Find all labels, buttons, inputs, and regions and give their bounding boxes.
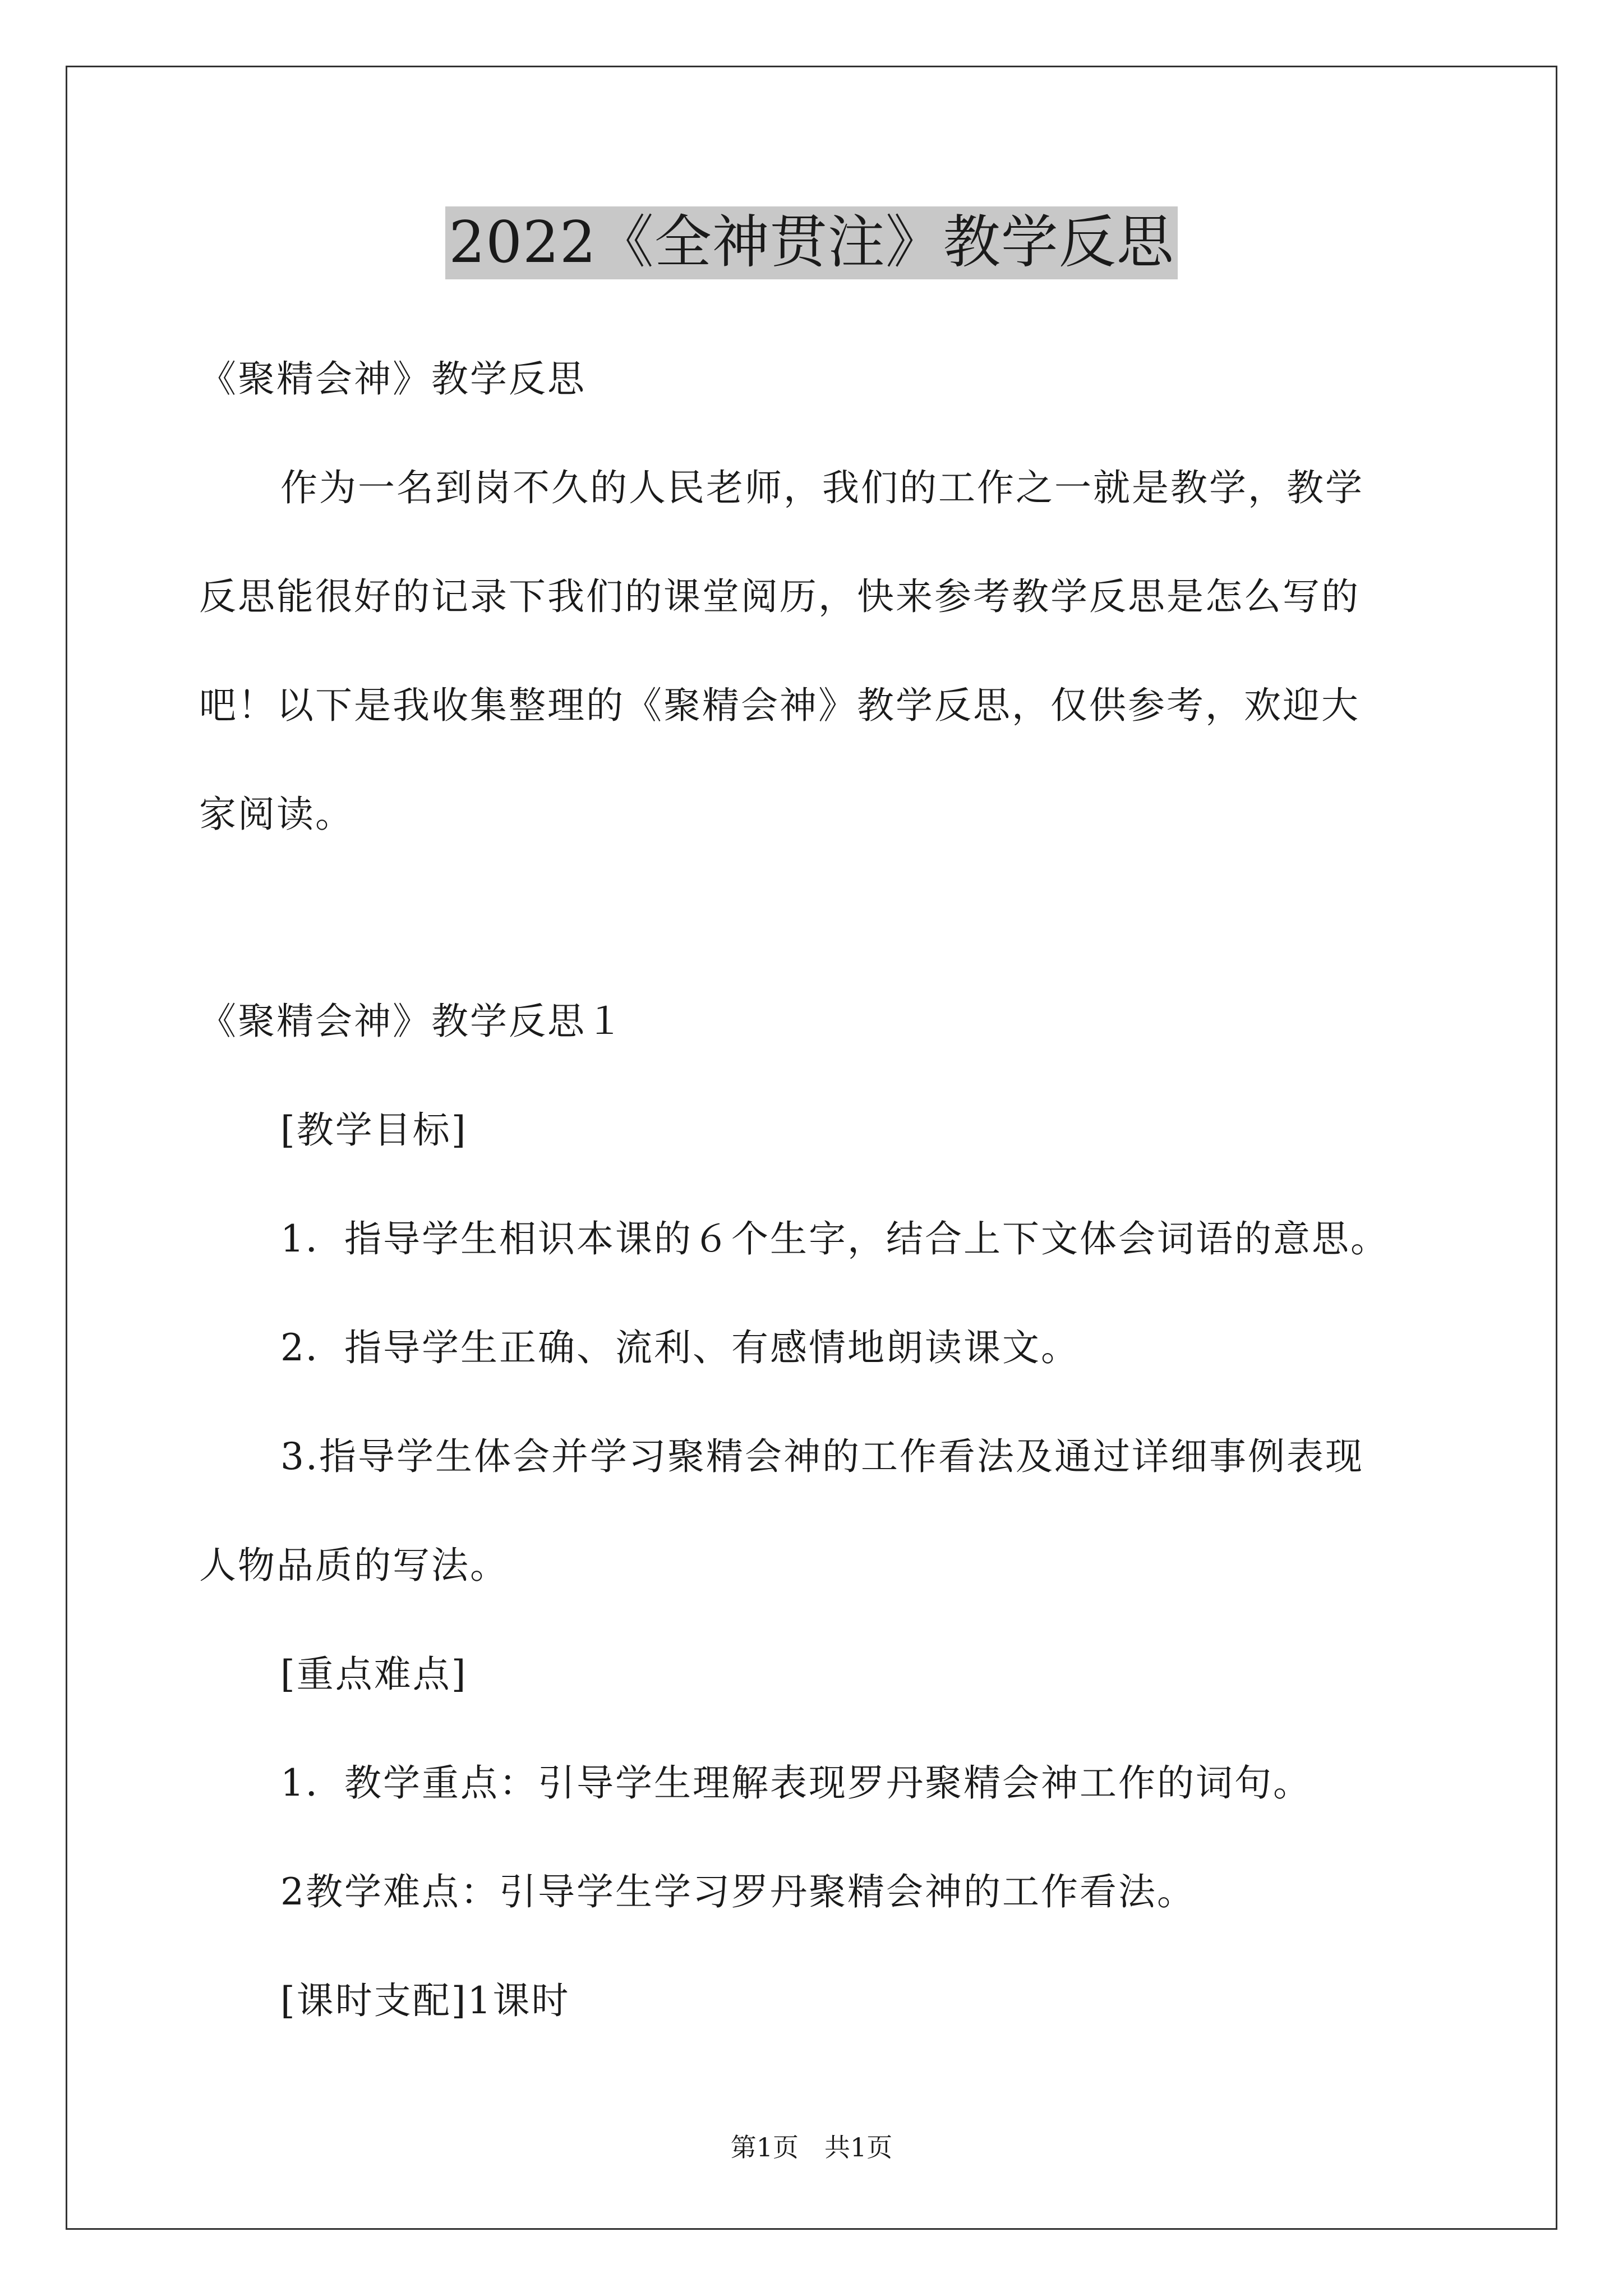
title-wrapper xyxy=(0,206,1623,279)
paragraph-line: 反思能很好的记录下我们的课堂阅历，快来参考教学反思是怎么写的 xyxy=(199,575,1360,618)
paragraph-line: 吧！以下是我收集整理的《聚精会神》教学反思，仅供参考，欢迎大 xyxy=(199,684,1360,727)
paragraph-line: 2教学难点：引导学生学习罗丹聚精会神的工作看法。 xyxy=(280,1870,1196,1913)
page-footer: 第1页 共1页 xyxy=(730,2132,893,2162)
document-title: 2022《全神贯注》教学反思 xyxy=(445,206,1178,279)
paragraph-line: 2．指导学生正确、流利、有感情地朗读课文。 xyxy=(280,1326,1080,1369)
paragraph-line: 人物品质的写法。 xyxy=(199,1544,509,1587)
subsection-heading: [教学目标] xyxy=(280,1108,468,1152)
paragraph-line: 作为一名到岗不久的人民老师，我们的工作之一就是教学，教学 xyxy=(280,466,1364,509)
paragraph-line: 3.指导学生体会并学习聚精会神的工作看法及通过详细事例表现 xyxy=(280,1435,1364,1478)
paragraph-line: [课时支配]1课时 xyxy=(280,1979,570,2022)
paragraph-line: 1．指导学生相识本课的６个生字，结合上下文体会词语的意思。 xyxy=(280,1217,1389,1260)
section-heading: 《聚精会神》教学反思 xyxy=(199,357,586,401)
subsection-heading: [重点难点] xyxy=(280,1653,468,1696)
section-heading: 《聚精会神》教学反思１ xyxy=(199,1000,625,1043)
paragraph-line: 家阅读。 xyxy=(199,793,354,836)
paragraph-line: 1．教学重点：引导学生理解表现罗丹聚精会神工作的词句。 xyxy=(280,1761,1312,1805)
